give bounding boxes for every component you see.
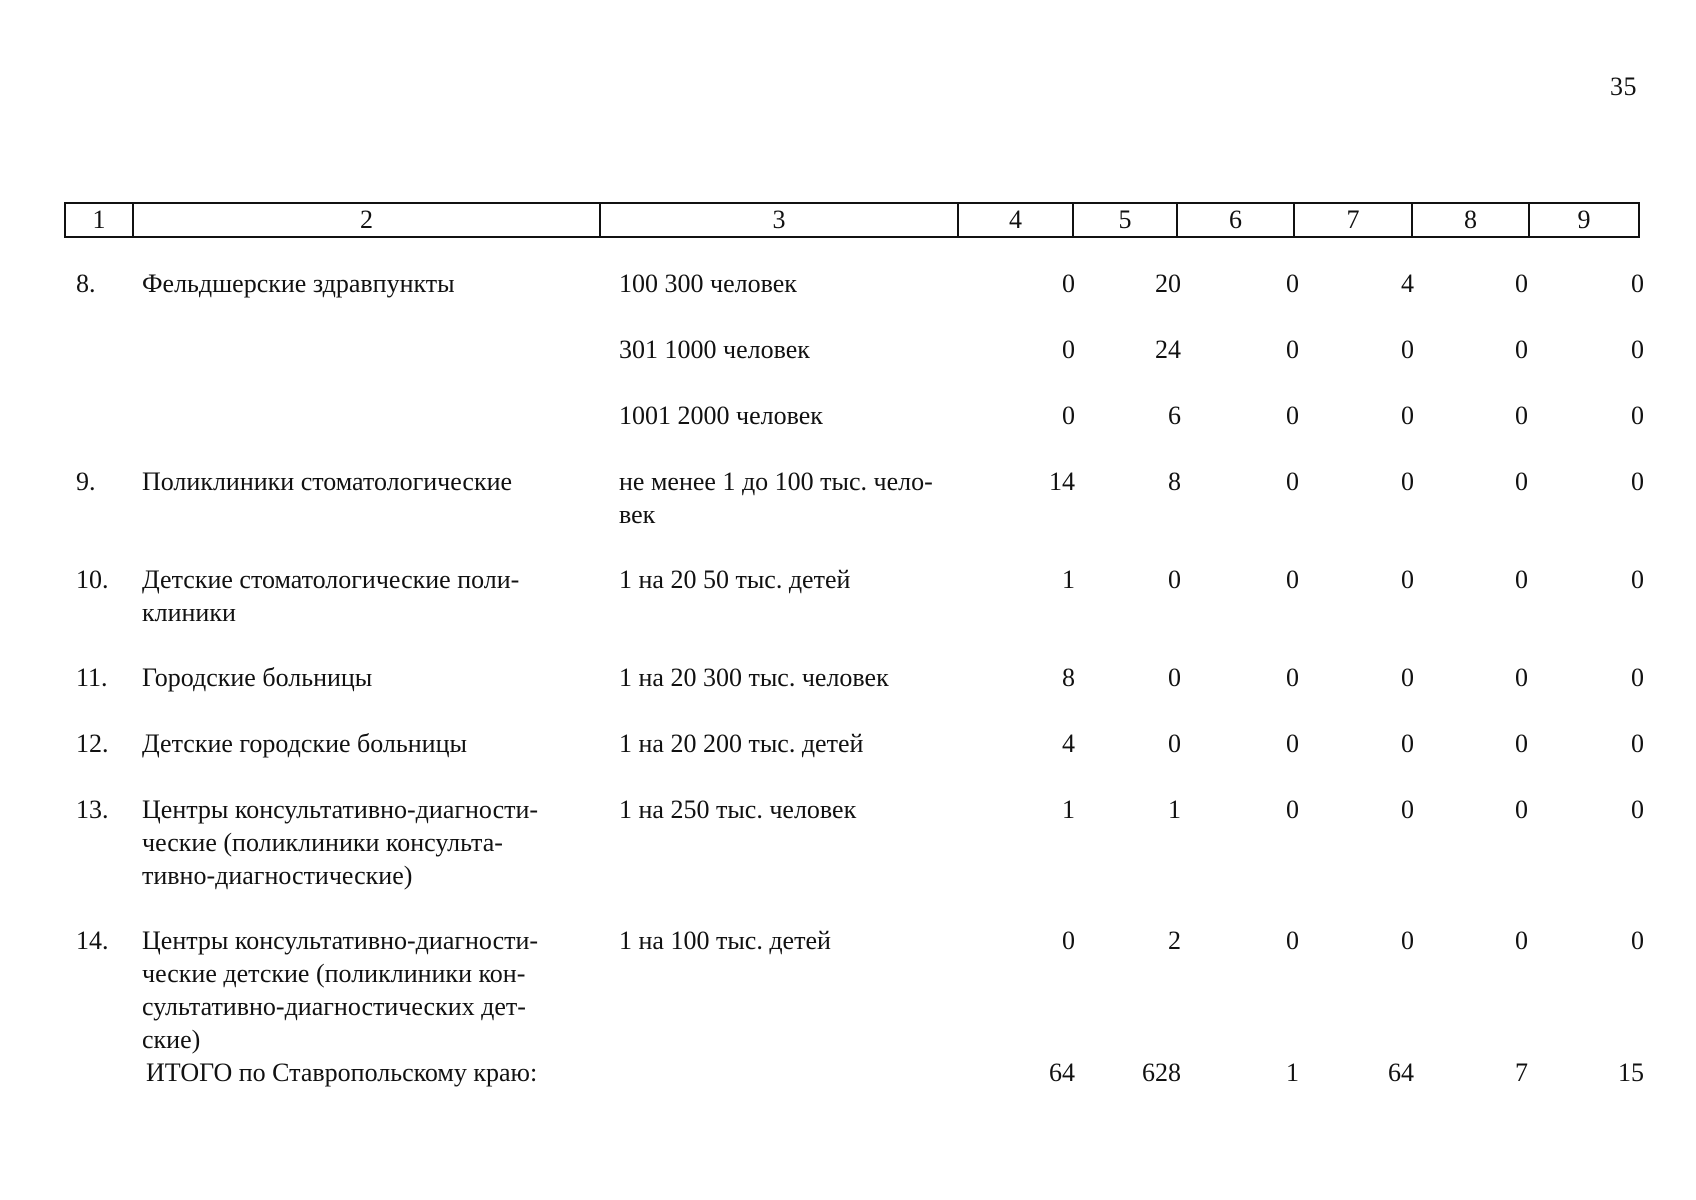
total-value-col-8: 7 [1515,1058,1528,1087]
row-number: 9. [76,467,96,496]
value-col-5: 0 [1168,565,1181,594]
value-col-4: 0 [1062,335,1075,364]
header-col-7: 7 [1294,203,1412,237]
value-col-9: 0 [1631,565,1644,594]
value-col-6: 0 [1286,401,1299,430]
value-col-4: 14 [1049,467,1075,496]
value-col-4: 1 [1062,795,1075,824]
data-rows [64,267,1644,1089]
table-row [64,661,1644,727]
total-value-col-9: 15 [1618,1058,1644,1087]
facility-name: Детские стоматологические поли- клиники [142,565,520,627]
value-col-5: 8 [1168,467,1181,496]
row-number: 8. [76,269,96,298]
value-col-8: 0 [1515,269,1528,298]
value-col-8: 0 [1515,926,1528,955]
value-col-4: 4 [1062,729,1075,758]
value-col-5: 2 [1168,926,1181,955]
value-col-9: 0 [1631,467,1644,496]
norm-value: 1 на 20 50 тыс. детей [619,565,851,594]
value-col-4: 1 [1062,565,1075,594]
value-col-5: 24 [1155,335,1181,364]
header-col-3: 3 [600,203,958,237]
header-col-4: 4 [958,203,1073,237]
norm-value: 301 1000 человек [619,335,810,364]
total-row [64,1056,1644,1089]
facility-name: Поликлиники стоматологические [142,467,513,496]
row-number: 14. [76,926,109,955]
table-row [64,727,1644,793]
value-col-9: 0 [1631,729,1644,758]
page-number: 35 [1610,72,1637,101]
value-col-8: 0 [1515,729,1528,758]
value-col-8: 0 [1515,663,1528,692]
value-col-9: 0 [1631,269,1644,298]
total-label: ИТОГО по Ставропольскому краю: [146,1058,538,1087]
value-col-9: 0 [1631,335,1644,364]
value-col-5: 1 [1168,795,1181,824]
value-col-7: 0 [1401,663,1414,692]
facility-name: Фельдшерские здравпункты [142,269,455,298]
value-col-6: 0 [1286,729,1299,758]
value-col-4: 8 [1062,663,1075,692]
norm-value: не менее 1 до 100 тыс. чело- век [619,467,933,529]
value-col-6: 0 [1286,926,1299,955]
norm-value: 1001 2000 человек [619,401,823,430]
table-row [64,267,1644,333]
table-row [64,333,1644,399]
norm-value: 100 300 человек [619,269,797,298]
table-row [64,399,1644,465]
table-row [64,465,1644,563]
value-col-5: 0 [1168,729,1181,758]
value-col-8: 0 [1515,335,1528,364]
header-col-1: 1 [65,203,133,237]
value-col-6: 0 [1286,269,1299,298]
table-row [64,924,1644,1056]
header-col-6: 6 [1177,203,1294,237]
value-col-7: 4 [1401,269,1414,298]
value-col-6: 0 [1286,795,1299,824]
facility-name: Детские городские больницы [142,729,467,758]
value-col-4: 0 [1062,926,1075,955]
row-number: 10. [76,565,109,594]
value-col-9: 0 [1631,795,1644,824]
header-col-2: 2 [133,203,600,237]
value-col-9: 0 [1631,401,1644,430]
facility-name [142,333,609,399]
row-number [64,399,142,465]
row-number: 11. [76,663,108,692]
total-value-col-6: 1 [1286,1058,1299,1087]
norm-value: 1 на 20 200 тыс. детей [619,729,864,758]
total-number-cell [64,1056,142,1089]
value-col-8: 0 [1515,565,1528,594]
row-number [64,333,142,399]
facility-name [142,399,609,465]
facility-name: Центры консультативно-диагности- ческие детские (поликлиники кон- сультативно-диагностических дет- ские) [142,926,539,1054]
norm-value: 1 на 20 300 тыс. человек [619,663,889,692]
value-col-7: 0 [1401,401,1414,430]
header-col-5: 5 [1073,203,1177,237]
value-col-4: 0 [1062,401,1075,430]
header-col-9: 9 [1529,203,1639,237]
value-col-7: 0 [1401,926,1414,955]
value-col-7: 0 [1401,795,1414,824]
row-number: 13. [76,795,109,824]
table-row [64,563,1644,661]
total-value-col-4: 64 [1049,1058,1075,1087]
facility-name: Центры консультативно-диагности- ческие (поликлиники консульта- тивно-диагностические) [142,795,539,890]
value-col-7: 0 [1401,729,1414,758]
facility-name: Городские больницы [142,663,373,692]
value-col-7: 0 [1401,565,1414,594]
row-number: 12. [76,729,109,758]
value-col-5: 6 [1168,401,1181,430]
value-col-7: 0 [1401,335,1414,364]
header-col-8: 8 [1412,203,1529,237]
value-col-8: 0 [1515,467,1528,496]
value-col-5: 0 [1168,663,1181,692]
value-col-9: 0 [1631,926,1644,955]
value-col-5: 20 [1155,269,1181,298]
value-col-6: 0 [1286,467,1299,496]
value-col-9: 0 [1631,663,1644,692]
value-col-8: 0 [1515,401,1528,430]
value-col-6: 0 [1286,663,1299,692]
norm-value: 1 на 100 тыс. детей [619,926,831,955]
value-col-6: 0 [1286,565,1299,594]
value-col-4: 0 [1062,269,1075,298]
value-col-7: 0 [1401,467,1414,496]
norm-value: 1 на 250 тыс. человек [619,795,857,824]
value-col-6: 0 [1286,335,1299,364]
total-value-col-7: 64 [1388,1058,1414,1087]
table-row [64,793,1644,924]
column-number-header [64,202,1640,238]
total-value-col-5: 628 [1142,1058,1181,1087]
value-col-8: 0 [1515,795,1528,824]
